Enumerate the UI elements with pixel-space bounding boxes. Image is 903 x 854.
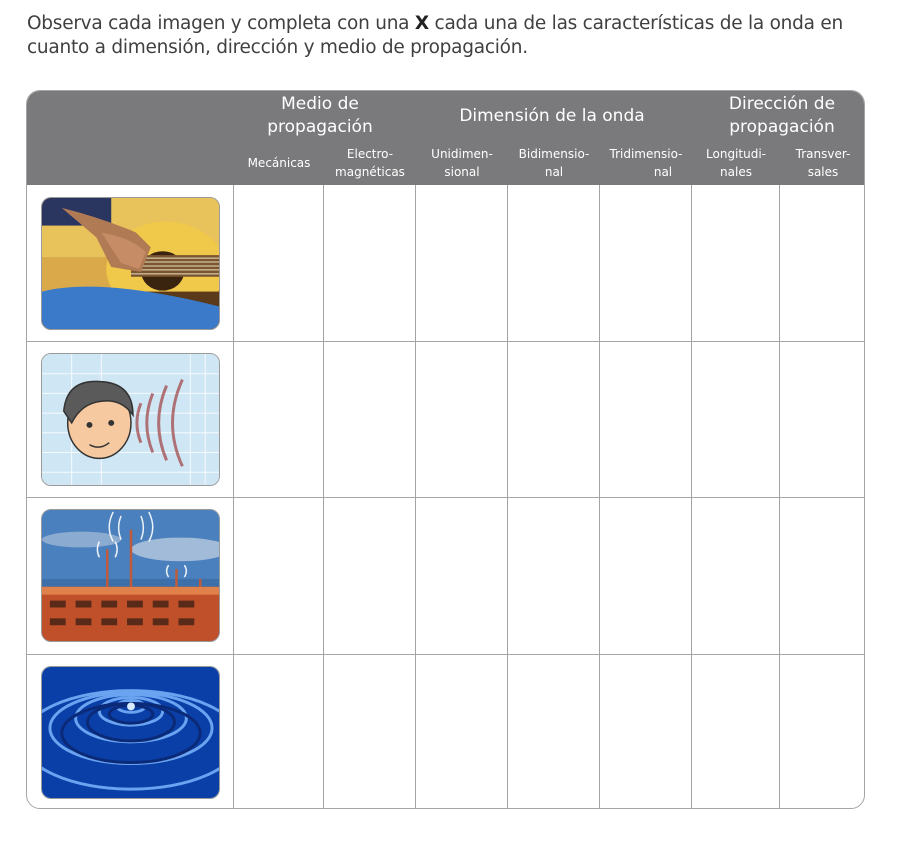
col-electromagneticas-line2: magnéticas <box>335 165 405 179</box>
boy-hearing-image <box>41 353 220 486</box>
group-dimension-onda: Dimensión de la onda <box>459 106 645 126</box>
col-longitudinales-line1: Longitudi- <box>706 147 766 161</box>
grid-hline <box>27 497 864 498</box>
instructions <box>27 12 887 60</box>
water-ripples-image <box>41 666 220 799</box>
instructions-mark: X <box>414 13 429 34</box>
group-medio-propagacion: Medio de propagación <box>267 94 373 137</box>
instructions-part2: cada una de las características de la onda en cuanto a dimensión, dirección y medio de propagación. <box>27 13 843 58</box>
col-tridimensional-line2: nal <box>653 165 673 179</box>
col-unidimensional-line1: Unidimen- <box>431 147 493 161</box>
group-direccion-propagacion: Dirección de propagación <box>728 94 836 137</box>
table-header <box>27 91 864 185</box>
col-transversales-line1: Transver- <box>795 147 851 161</box>
col-tridimensional-line1: Tridimensio- <box>609 147 683 161</box>
col-bidimensional-line2: nal <box>544 165 564 179</box>
col-unidimensional-line2: sional <box>444 165 480 179</box>
wave-characteristics-table <box>26 90 865 809</box>
antennas-image <box>41 509 220 642</box>
col-electromagneticas-line1: Electro- <box>346 147 394 161</box>
grid-hline <box>27 341 864 342</box>
col-longitudinales-line2: nales <box>720 165 752 179</box>
col-bidimensional-line1: Bidimensio- <box>518 147 590 161</box>
guitar-image <box>41 197 220 330</box>
col-transversales-line2: sales <box>807 165 839 179</box>
instructions-part1: Observa cada imagen y completa con una <box>27 13 415 34</box>
col-mecanicas: Mecánicas <box>247 156 311 170</box>
grid-hline <box>27 654 864 655</box>
